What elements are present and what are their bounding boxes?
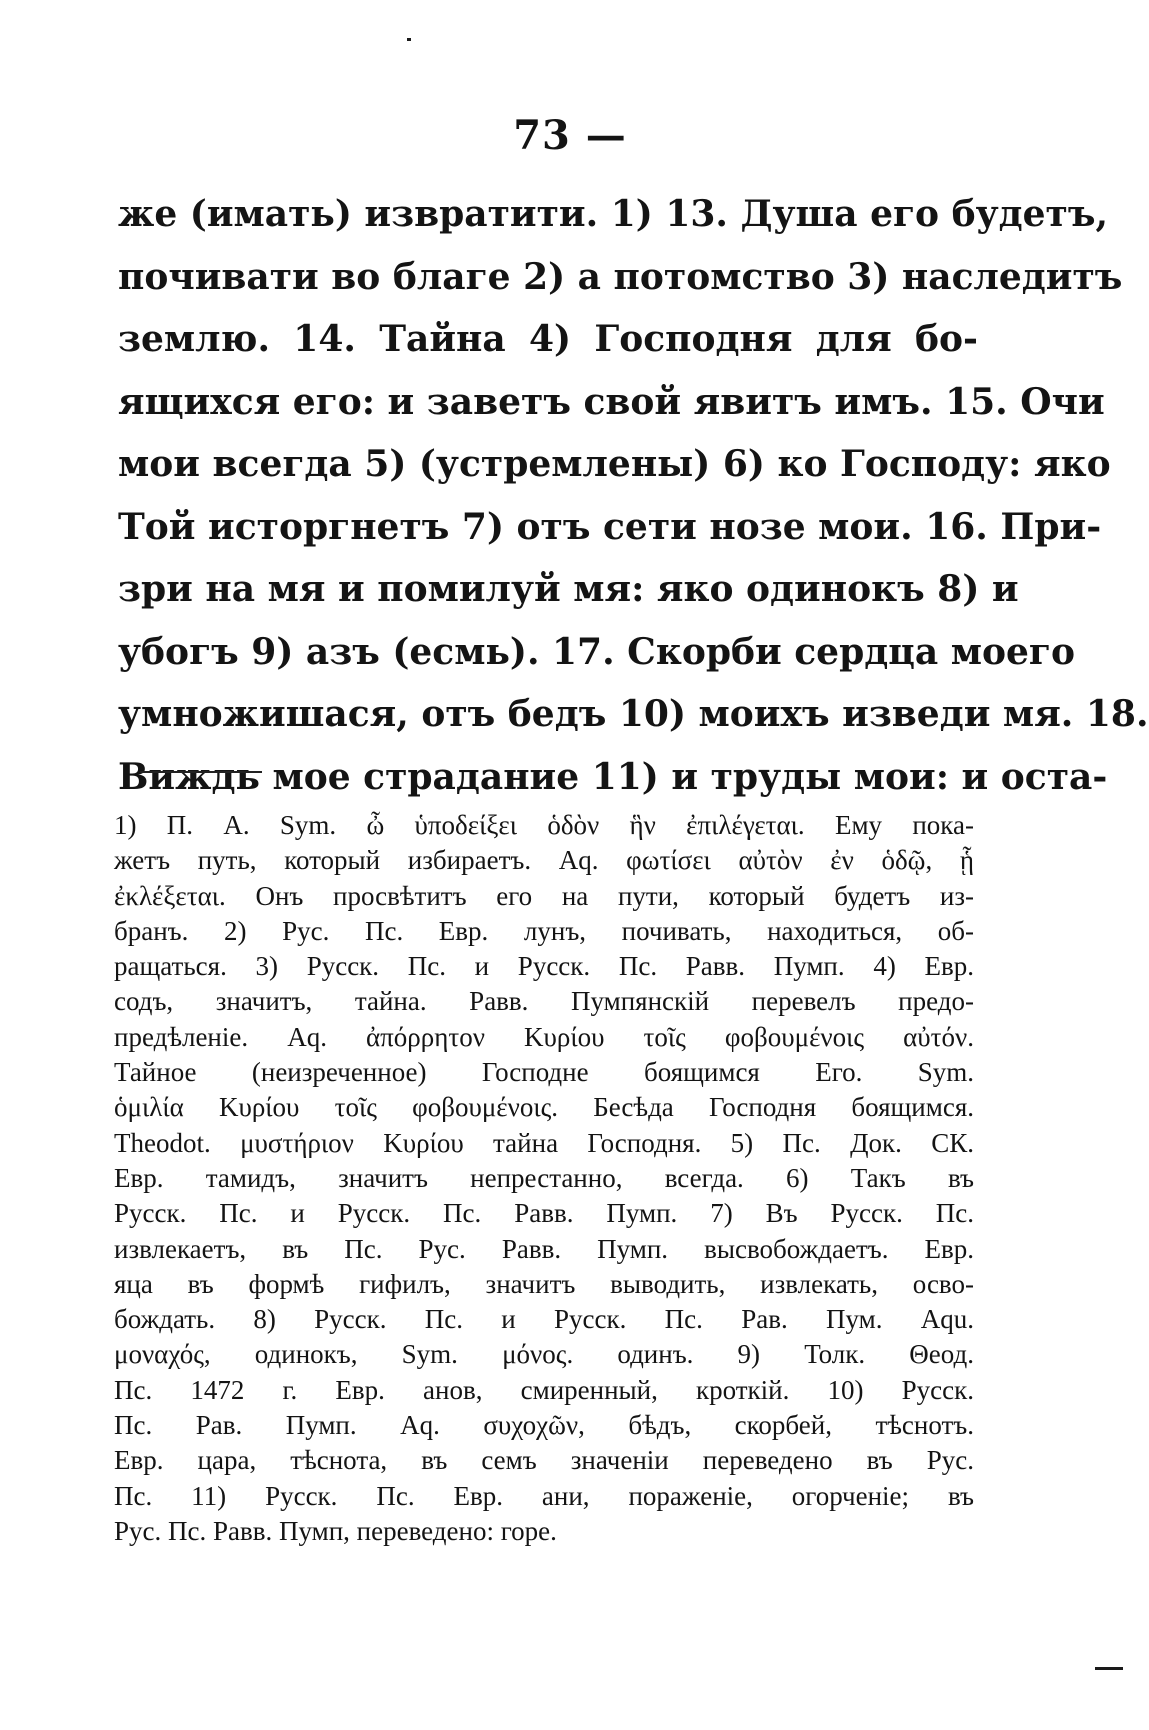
footnote-separator-rule	[140, 771, 262, 773]
page-number: 73 —	[513, 112, 627, 159]
main-text-line: же (имать) извратити. 1) 13. Душа его будетъ,	[118, 193, 1108, 235]
footnote-line: содъ, значитъ, тайна. Равв. Пумпянскій перевелъ предо-	[114, 986, 974, 1017]
main-text-line: зри на мя и помилуй мя: яко одинокъ 8) и	[118, 568, 1019, 610]
main-text-line: убогъ 9) азъ (есмь). 17. Скорби сердца моего	[118, 630, 1075, 673]
footnote-line: ращаться. 3) Русск. Пс. и Русск. Пс. Равв. Пумп. 4) Евр.	[114, 951, 974, 982]
footnote-line: μοναχός, одинокъ, Sym. μόνος. одинъ. 9) Толк. Θеод.	[114, 1339, 974, 1370]
footnote-line: ἐκλέξεται. Онъ просвѣтитъ его на пути, который будетъ из-	[114, 880, 974, 911]
footnote-line: Русск. Пс. и Русск. Пс. Равв. Пумп. 7) Въ Русск. Пс.	[114, 1198, 974, 1229]
footnote-line: предѣленіе. Aq. ἀπόρρητον Κυρίου τοῖς φοβουμένοις αὐτόν.	[114, 1021, 974, 1052]
main-text-line: умножишася, отъ бедъ 10) моихъ изведи мя. 18.	[118, 693, 1149, 735]
footnote-line: Пс. Рав. Пумп. Aq. συχοχῶν, бѣдъ, скорбей, тѣснотъ.	[114, 1410, 974, 1441]
footnote-line: Theodot. μυστήριον Κυρίου тайна Господня. 5) Пс. Док. СК.	[114, 1127, 974, 1158]
footnote-line: 1) П. А. Sym. ὦ ὑποδείξει ὁδὸν ἣν ἐπιλέγεται. Ему пока-	[114, 810, 974, 840]
scan-speck	[407, 38, 411, 41]
footnote-line: Рус. Пс. Равв. Пумп, переведено: горе.	[114, 1515, 557, 1546]
main-text-line: землю. 14. Тайна 4) Господня для бо-	[118, 318, 978, 360]
main-text-line: почивати во благе 2) а потомство 3) наследитъ	[118, 255, 1123, 298]
main-text-line: Той исторгнетъ 7) отъ сети нозе мои. 16. При-	[118, 505, 1102, 548]
footnote-line: бранъ. 2) Рус. Пс. Евр. лунъ, почивать, находиться, об-	[114, 915, 974, 946]
footnote-line: жетъ путь, который избираетъ. Aq. φωτίσει αὐτὸν ἐν ὁδῷ, ᾗ	[114, 845, 974, 876]
footnote-line: ὁμιλία Κυρίου τοῖς φοβουμένοις. Бесѣда Господня боящимся.	[114, 1092, 974, 1123]
main-text-block	[118, 183, 1149, 808]
footnote-line: бождать. 8) Русск. Пс. и Русск. Пс. Рав. Пум. Aqu.	[114, 1304, 974, 1335]
scan-speck	[1095, 1667, 1123, 1670]
footnote-line: Тайное (неизреченное) Господне боящимся Его. Sym.	[114, 1057, 974, 1088]
footnote-line: Евр. цара, тѣснота, въ семъ значеніи переведено въ Рус.	[114, 1445, 974, 1476]
footnote-line: Пс. 1472 г. Евр. анов, смиренный, кроткій. 10) Русск.	[114, 1374, 974, 1405]
footnote-line: яца въ формѣ гифилъ, значитъ выводить, извлекать, осво-	[114, 1268, 974, 1299]
main-text-line: ящихся его: и заветъ свой явитъ имъ. 15. Очи	[118, 380, 1105, 423]
footnotes-block	[114, 808, 974, 1549]
main-text-line: мои всегда 5) (устремлены) 6) ко Господу: яко	[118, 443, 1111, 485]
footnote-line: извлекаетъ, въ Пс. Рус. Равв. Пумп. высвобождаетъ. Евр.	[114, 1233, 974, 1264]
main-text-line: Виждь мое страдание 11) и труды мои: и оста-	[118, 755, 1108, 798]
footnote-line: Пс. 11) Русск. Пс. Евр. ани, пораженіе, огорченіе; въ	[114, 1480, 974, 1511]
footnote-line: Евр. тамидъ, значитъ непрестанно, всегда. 6) Такъ въ	[114, 1162, 974, 1193]
